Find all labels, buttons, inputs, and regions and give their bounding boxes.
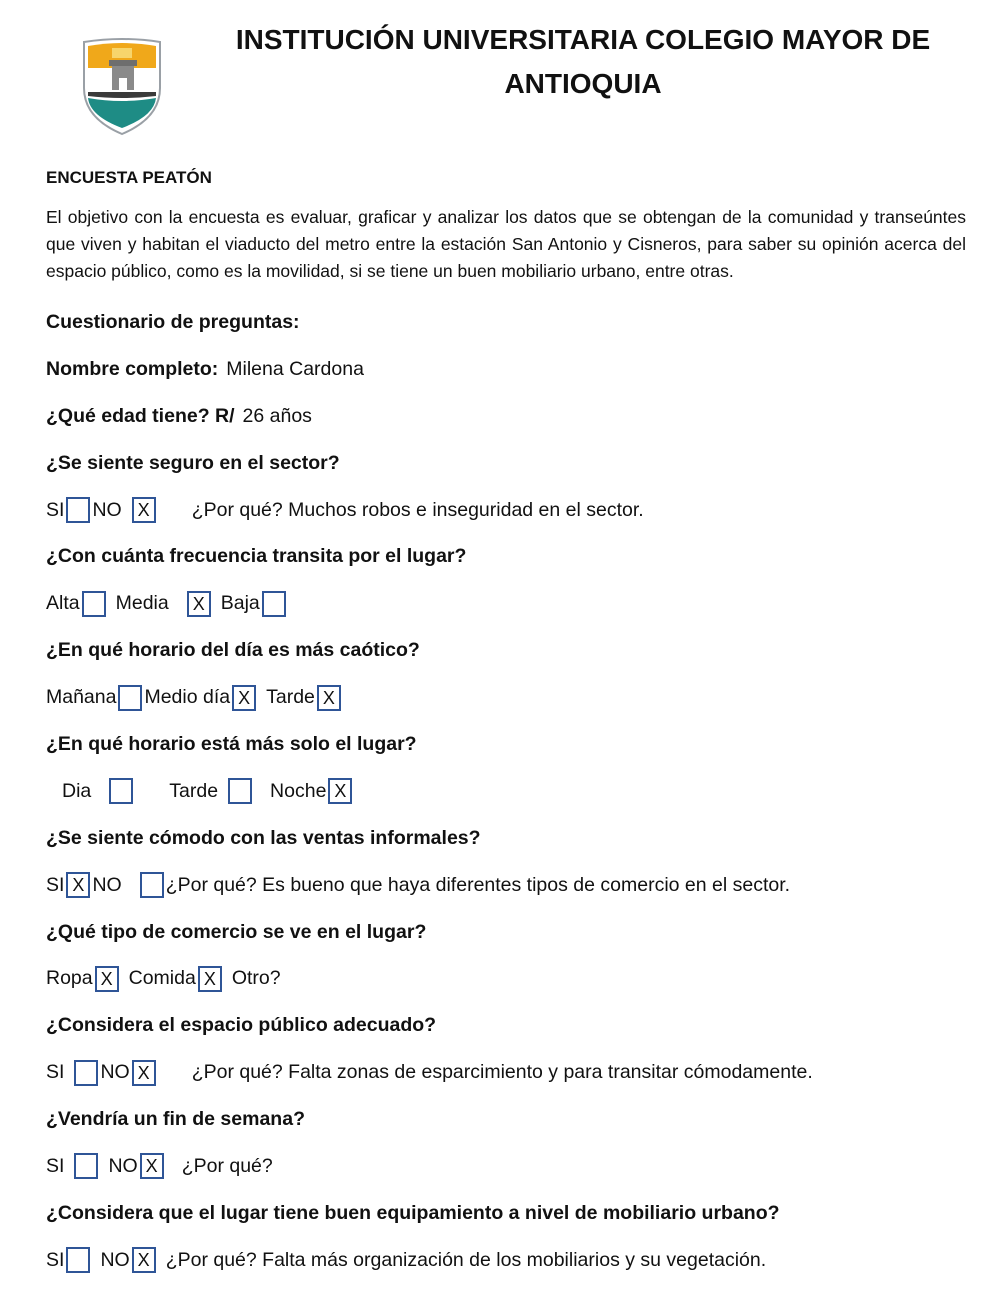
age-label: ¿Qué edad tiene? R/ xyxy=(46,404,235,427)
option-tarde-label: Tarde xyxy=(266,686,315,709)
checkbox-comida[interactable]: X xyxy=(198,966,222,992)
option-medio-dia-label: Medio día xyxy=(144,686,231,709)
checkbox-si[interactable] xyxy=(66,1247,90,1273)
checkbox-manana[interactable] xyxy=(118,685,142,711)
question-1: ¿Se siente seguro en el sector? xyxy=(46,451,340,474)
option-dia-label: Dia xyxy=(62,779,92,802)
checkbox-si[interactable] xyxy=(74,1153,98,1179)
option-no-label: NO xyxy=(100,1248,130,1271)
question-9: ¿Considera que el lugar tiene buen equipamiento a nivel de mobiliario urbano? xyxy=(46,1201,780,1224)
questionnaire-title: Cuestionario de preguntas: xyxy=(46,310,300,333)
survey-content xyxy=(46,168,966,1284)
checkbox-no[interactable]: X xyxy=(132,1247,156,1273)
answer-3 xyxy=(46,674,966,721)
option-no-label: NO xyxy=(92,873,122,896)
answer-5 xyxy=(46,862,966,909)
answer-1 xyxy=(46,487,966,534)
option-otro-label: Otro? xyxy=(231,967,281,990)
checkbox-tarde[interactable] xyxy=(228,778,252,804)
checkbox-no[interactable]: X xyxy=(140,1153,164,1179)
why-answer: ¿Por qué? Falta zonas de esparcimiento y para transitar cómodamente. xyxy=(191,1061,813,1084)
option-alta-label: Alta xyxy=(46,592,80,615)
checkbox-noche[interactable]: X xyxy=(328,778,352,804)
name-row xyxy=(46,346,966,393)
page-title: INSTITUCIÓN UNIVERSITARIA COLEGIO MAYOR DE ANTIOQUIA xyxy=(235,24,931,99)
option-si-label: SI xyxy=(46,1154,65,1177)
survey-title: ENCUESTA PEATÓN xyxy=(46,168,212,187)
answer-8 xyxy=(46,1143,966,1190)
checkbox-medio-dia[interactable]: X xyxy=(232,685,256,711)
checkbox-no[interactable]: X xyxy=(132,497,156,523)
option-tarde-label: Tarde xyxy=(169,779,219,802)
question-5: ¿Se siente cómodo con las ventas informales? xyxy=(46,826,481,849)
option-no-label: NO xyxy=(100,1061,130,1084)
checkbox-no[interactable]: X xyxy=(132,1060,156,1086)
option-baja-label: Baja xyxy=(220,592,260,615)
option-si-label: SI xyxy=(46,1061,65,1084)
checkbox-alta[interactable] xyxy=(82,591,106,617)
option-si-label: SI xyxy=(46,1248,65,1271)
option-si-label: SI xyxy=(46,873,65,896)
checkbox-si[interactable] xyxy=(74,1060,98,1086)
name-label: Nombre completo: xyxy=(46,357,219,380)
checkbox-baja[interactable] xyxy=(262,591,286,617)
why-answer: ¿Por qué? xyxy=(181,1154,273,1177)
question-8: ¿Vendría un fin de semana? xyxy=(46,1108,305,1131)
question-4: ¿En qué horario está más solo el lugar? xyxy=(46,732,417,755)
checkbox-si[interactable] xyxy=(66,497,90,523)
age-row xyxy=(46,393,966,440)
question-6: ¿Qué tipo de comercio se ve en el lugar? xyxy=(46,920,427,943)
university-shield-logo xyxy=(78,36,166,136)
question-7: ¿Considera el espacio público adecuado? xyxy=(46,1014,437,1037)
question-3: ¿En qué horario del día es más caótico? xyxy=(46,639,420,662)
option-noche-label: Noche xyxy=(270,779,327,802)
option-ropa-label: Ropa xyxy=(46,967,93,990)
option-no-label: NO xyxy=(92,498,122,521)
answer-7 xyxy=(46,1049,966,1096)
intro-paragraph: El objetivo con la encuesta es evaluar, graficar y analizar los datos que se obtengan de la comunidad y transeúntes que viven y habitan el viaducto del metro entre la estación San Antonio y Cisneros, para saber su opinión acerca del espacio público, como es la movilidad, si se tiene un buen mobiliario urbano, entre otras. xyxy=(46,207,966,281)
checkbox-ropa[interactable]: X xyxy=(95,966,119,992)
answer-4 xyxy=(46,768,966,815)
answer-6 xyxy=(46,955,966,1002)
checkbox-tarde[interactable]: X xyxy=(317,685,341,711)
checkbox-dia[interactable] xyxy=(109,778,133,804)
checkbox-media[interactable]: X xyxy=(187,591,211,617)
answer-2 xyxy=(46,580,966,627)
why-answer: ¿Por qué? Falta más organización de los mobiliarios y su vegetación. xyxy=(165,1248,767,1271)
option-si-label: SI xyxy=(46,498,65,521)
option-no-label: NO xyxy=(108,1154,138,1177)
name-value: Milena Cardona xyxy=(226,357,364,380)
option-media-label: Media xyxy=(115,592,169,615)
question-2: ¿Con cuánta frecuencia transita por el lugar? xyxy=(46,545,467,568)
answer-9 xyxy=(46,1237,966,1284)
option-manana-label: Mañana xyxy=(46,686,117,709)
why-answer: ¿Por qué? Es bueno que haya diferentes tipos de comercio en el sector. xyxy=(165,873,791,896)
checkbox-no[interactable] xyxy=(140,872,164,898)
age-value: 26 años xyxy=(242,404,312,427)
option-comida-label: Comida xyxy=(128,967,196,990)
why-answer: ¿Por qué? Muchos robos e inseguridad en el sector. xyxy=(191,498,644,521)
checkbox-si[interactable]: X xyxy=(66,872,90,898)
